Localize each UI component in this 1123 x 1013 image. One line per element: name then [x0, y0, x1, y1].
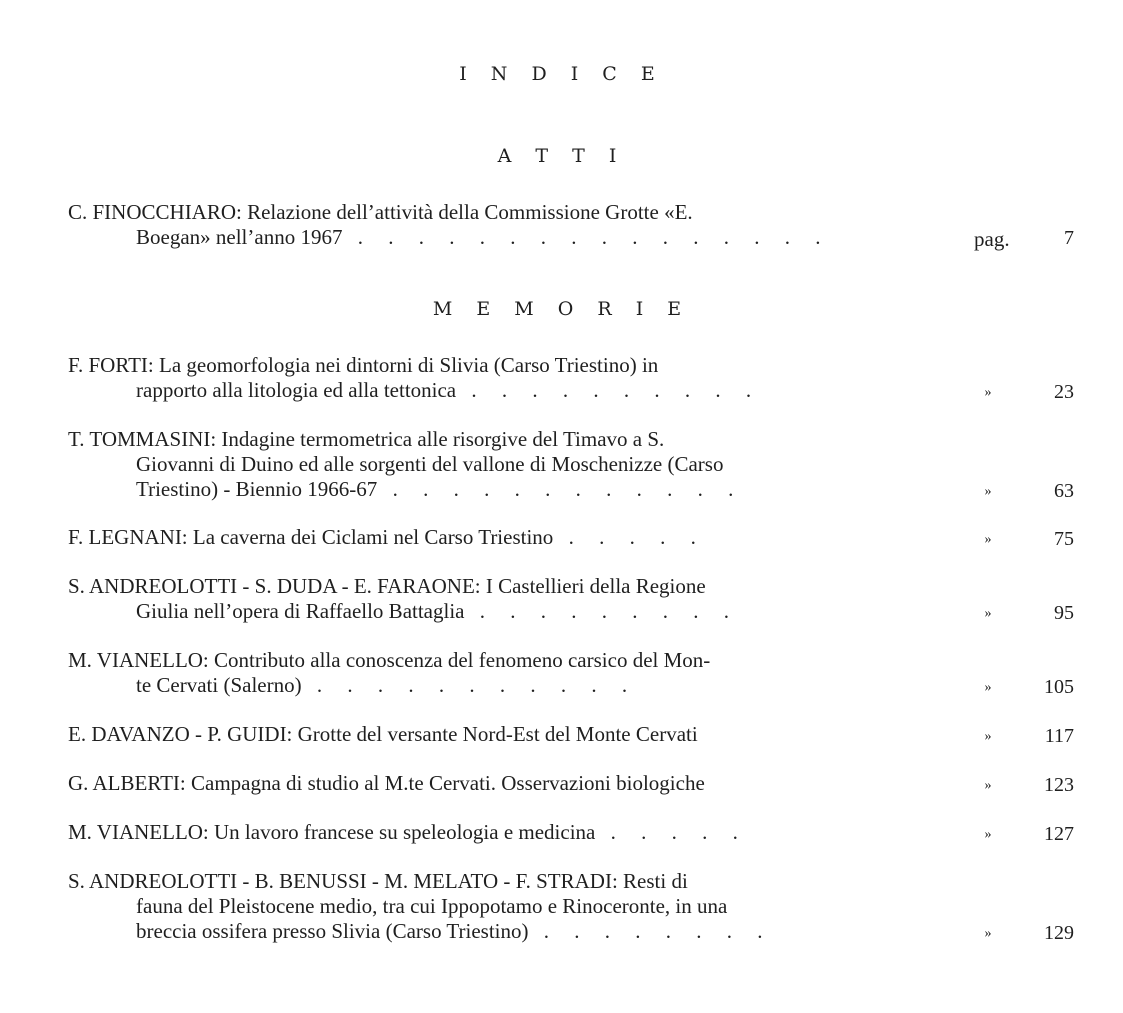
- page-number: 23: [1054, 381, 1074, 403]
- page-number: 95: [1054, 602, 1074, 624]
- entry-line: [68, 722, 940, 747]
- leader-dots: . . . . . . . . .: [464, 599, 739, 623]
- leader-dots: . . . . .: [553, 525, 706, 549]
- entry-line-text: S. ANDREOLOTTI - S. DUDA - E. FARAONE: I Castellieri della Regione: [68, 574, 706, 598]
- entry-line: [68, 771, 940, 796]
- ditto-mark: »: [984, 729, 992, 744]
- entry-line: [68, 225, 940, 250]
- toc-entry: [68, 353, 940, 403]
- page-number: 127: [1044, 823, 1074, 845]
- page-number: 7: [1064, 227, 1074, 249]
- toc-entry: [68, 771, 940, 796]
- entry-line-text: Giulia nell’opera di Raffaello Battaglia: [136, 599, 465, 623]
- page-number: 129: [1044, 922, 1074, 944]
- toc-entry: [68, 200, 940, 250]
- entry-line: C. FINOCCHIARO: Relazione dell’attività della Commissione Grotte «E.: [68, 200, 693, 224]
- entry-line-text: te Cervati (Salerno): [136, 673, 302, 697]
- entry-line-text: fauna del Pleistocene medio, tra cui Ippopotamo e Rinoceronte, in una: [136, 894, 728, 918]
- entry-line: [68, 574, 940, 599]
- toc-entry: [68, 525, 940, 550]
- page-number: 105: [1044, 676, 1074, 698]
- entry-line: [68, 648, 940, 673]
- leader-dots: . . . . . . . . . .: [456, 378, 762, 402]
- entry-line-text: T. TOMMASINI: Indagine termometrica alle risorgive del Timavo a S.: [68, 427, 665, 451]
- page-number: 63: [1054, 480, 1074, 502]
- leader-dots: . . . . . . . .: [528, 919, 773, 943]
- entry-line-text: Boegan» nell’anno 1967: [136, 225, 343, 249]
- entry-line: [68, 820, 940, 845]
- entry-line-text: rapporto alla litologia ed alla tettonica: [136, 378, 457, 402]
- entry-line: [68, 599, 940, 624]
- entry-line-text: F. LEGNANI: La caverna dei Ciclami nel Carso Triestino: [68, 525, 554, 549]
- entry-line: [68, 427, 940, 452]
- toc-entry: [68, 574, 940, 624]
- entry-line-text: G. ALBERTI: Campagna di studio al M.te Cervati. Osservazioni biologiche: [68, 771, 705, 795]
- toc-entry: [68, 648, 940, 698]
- leader-dots: . . . . . . . . . . . .: [377, 477, 744, 501]
- entry-line-text: S. ANDREOLOTTI - B. BENUSSI - M. MELATO - F. STRADI: Resti di: [68, 869, 688, 893]
- leader-dots: . . . . .: [595, 820, 748, 844]
- ditto-mark: »: [984, 827, 992, 842]
- entry-line-text: M. VIANELLO: Contributo alla conoscenza del fenomeno carsico del Mon-: [68, 648, 711, 672]
- toc-entry: [68, 869, 940, 944]
- ditto-mark: »: [984, 926, 992, 941]
- ditto-mark: »: [984, 532, 992, 547]
- entry-line: [68, 919, 940, 944]
- entry-line-text: Triestino) - Biennio 1966-67: [136, 477, 378, 501]
- ditto-mark: »: [984, 680, 992, 695]
- entry-line: [68, 378, 940, 403]
- ditto-mark: »: [984, 484, 992, 499]
- ditto-mark: »: [984, 385, 992, 400]
- atti-heading: A T T I: [497, 145, 626, 167]
- index-title: I N D I C E: [459, 63, 664, 85]
- entry-line: [68, 525, 940, 550]
- entry-line: [68, 353, 940, 378]
- entry-line-text: M. VIANELLO: Un lavoro francese su speleologia e medicina: [68, 820, 596, 844]
- page-number: 75: [1054, 528, 1074, 550]
- entry-line-text: Giovanni di Duino ed alle sorgenti del vallone di Moschenizze (Carso: [136, 452, 724, 476]
- ditto-mark: »: [984, 778, 992, 793]
- toc-entry: [68, 427, 940, 502]
- entry-line: [68, 673, 940, 698]
- entry-line-text: F. FORTI: La geomorfologia nei dintorni di Slivia (Carso Triestino) in: [68, 353, 659, 377]
- leader-dots: . . . . . . . . . . .: [301, 673, 638, 697]
- entry-line: [68, 869, 940, 894]
- page-number: 123: [1044, 774, 1074, 796]
- entry-line: [68, 894, 940, 919]
- page-number: 117: [1044, 725, 1074, 747]
- entry-line-text: breccia ossifera presso Slivia (Carso Triestino): [136, 919, 529, 943]
- pag-label: pag.: [974, 227, 1010, 251]
- entry-line: [68, 477, 940, 502]
- entry-line-text: E. DAVANZO - P. GUIDI: Grotte del versante Nord-Est del Monte Cervati: [68, 722, 698, 746]
- ditto-mark: »: [984, 606, 992, 621]
- toc-entry: [68, 722, 940, 747]
- leader-dots: . . . . . . . . . . . . . . . .: [342, 225, 831, 249]
- memorie-heading: M E M O R I E: [432, 298, 691, 320]
- entry-line: [68, 452, 940, 477]
- toc-entry: [68, 820, 940, 845]
